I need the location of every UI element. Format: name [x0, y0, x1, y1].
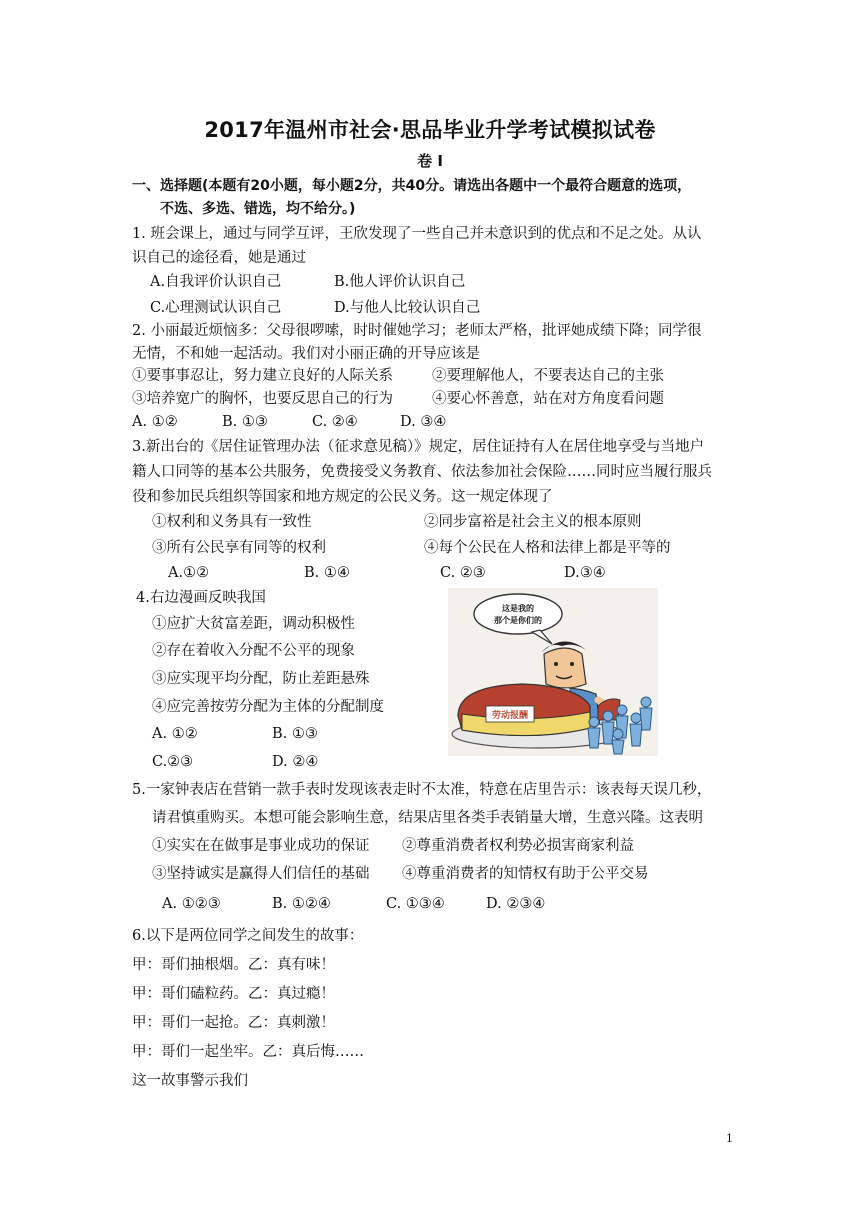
- page-number: 1: [726, 1132, 733, 1145]
- q6-dialog-3: 甲：哥们一起抢。乙：真刺激！: [132, 1015, 335, 1031]
- section-heading-line2: 不选、多选、错选，均不给分。): [160, 201, 356, 217]
- q6-dialog-4: 甲：哥们一起坐牢。乙：真后悔……: [132, 1044, 364, 1060]
- q2-option-c: C. ②④: [312, 414, 358, 430]
- q3-item-3: ③所有公民享有同等的权利: [152, 540, 326, 556]
- q2-item-3: ③培养宽广的胸怀，也要反思自己的行为: [132, 391, 393, 407]
- cake-label: 劳动报酬: [491, 711, 529, 721]
- q2-item-1: ①要事事忍让，努力建立良好的人际关系: [132, 368, 393, 384]
- q5-item-3: ③坚持诚实是赢得人们信任的基础: [152, 866, 370, 882]
- section-heading-line1: 一、选择题(本题有20小题，每小题2分，共40分。请选出各题中一个最符合题意的选项，: [132, 178, 692, 194]
- q3-option-b: B. ①④: [304, 565, 350, 581]
- q2-item-2: ②要理解他人，不要表达自己的主张: [432, 368, 664, 384]
- q3-option-d: D.③④: [564, 565, 606, 581]
- q6-dialog-1: 甲：哥们抽根烟。乙：真有味！: [132, 957, 335, 973]
- q6-stem: 6.以下是两位同学之间发生的故事：: [132, 928, 364, 944]
- q4-item-3: ③应实现平均分配，防止差距悬殊: [152, 671, 370, 687]
- q3-stem-line2: 籍人口同等的基本公共服务，免费接受义务教育、依法参加社会保险……同时应当履行服兵: [132, 464, 712, 480]
- exam-title: 2017年温州市社会·思品毕业升学考试模拟试卷: [204, 118, 656, 142]
- q4-option-c: C.②③: [152, 754, 194, 770]
- q5-item-2: ②尊重消费者权利势必损害商家利益: [402, 838, 634, 854]
- q4-item-1: ①应扩大贫富差距，调动积极性: [152, 616, 355, 632]
- q6-dialog-2: 甲：哥们磕粒药。乙：真过瘾！: [132, 986, 335, 1002]
- q4-item-2: ②存在着收入分配不公平的现象: [152, 643, 355, 659]
- q5-item-1: ①实实在在做事是事业成功的保证: [152, 838, 370, 854]
- q4-option-a: A. ①②: [152, 726, 198, 742]
- q1-option-d: D.与他人比较认识自己: [334, 300, 481, 316]
- q5-stem-line2: 请君慎重购买。本想可能会影响生意，结果店里各类手表销量大增，生意兴隆。这表明: [152, 810, 703, 826]
- bubble-text-2: 那个是你们的: [494, 616, 542, 625]
- q3-item-2: ②同步富裕是社会主义的根本原则: [424, 514, 642, 530]
- q2-item-4: ④要心怀善意，站在对方角度看问题: [432, 391, 664, 407]
- q5-option-b: B. ①②④: [272, 896, 331, 912]
- q4-stem: 4.右边漫画反映我国: [136, 590, 266, 606]
- q3-item-1: ①权利和义务具有一致性: [152, 514, 312, 530]
- q3-stem-line3: 役和参加民兵组织等国家和地方规定的公民义务。这一规定体现了: [132, 489, 553, 505]
- q1-stem-line1: 1. 班会课上，通过与同学互评，王欣发现了一些自己并未意识到的优点和不足之处。从认: [132, 226, 702, 242]
- q5-option-d: D. ②③④: [486, 896, 546, 912]
- q3-item-4: ④每个公民在人格和法律上都是平等的: [424, 540, 671, 556]
- q5-stem-line1: 5.一家钟表店在营销一款手表时发现该表走时不太准，特意在店里告示：该表每天误几秒，: [132, 782, 712, 798]
- q3-stem-line1: 3.新出台的《居住证管理办法（征求意见稿）》规定，居住证持有人在居住地享受与当地户: [132, 439, 705, 455]
- q2-option-a: A. ①②: [132, 414, 178, 430]
- q5-option-a: A. ①②③: [162, 896, 221, 912]
- q6-closing: 这一故事警示我们: [132, 1073, 248, 1089]
- q1-option-b: B.他人评价认识自己: [334, 274, 466, 290]
- q4-item-4: ④应完善按劳分配为主体的分配制度: [152, 699, 384, 715]
- q1-option-c: C.心理测试认识自己: [150, 300, 282, 316]
- q5-option-c: C. ①③④: [386, 896, 445, 912]
- q2-option-b: B. ①③: [222, 414, 268, 430]
- bubble-text-1: 这是我的: [502, 604, 534, 613]
- q4-option-b: B. ①③: [272, 726, 318, 742]
- q2-option-d: D. ③④: [400, 414, 447, 430]
- q2-stem-line1: 2. 小丽最近烦恼多：父母很啰嗦，时时催她学习；老师太严格，批评她成绩下降；同学很: [132, 323, 702, 339]
- income-distribution-cartoon: [448, 588, 658, 756]
- q1-stem-line2: 识自己的途径看，她是通过: [132, 250, 306, 266]
- q3-option-a: A.①②: [168, 565, 210, 581]
- q4-option-d: D. ②④: [272, 754, 319, 770]
- q1-option-a: A.自我评价认识自己: [150, 274, 282, 290]
- volume-label: 卷 Ⅰ: [417, 152, 443, 170]
- q2-stem-line2: 无情，不和她一起活动。我们对小丽正确的开导应该是: [132, 346, 480, 362]
- q3-option-c: C. ②③: [440, 565, 486, 581]
- q5-item-4: ④尊重消费者的知情权有助于公平交易: [402, 866, 649, 882]
